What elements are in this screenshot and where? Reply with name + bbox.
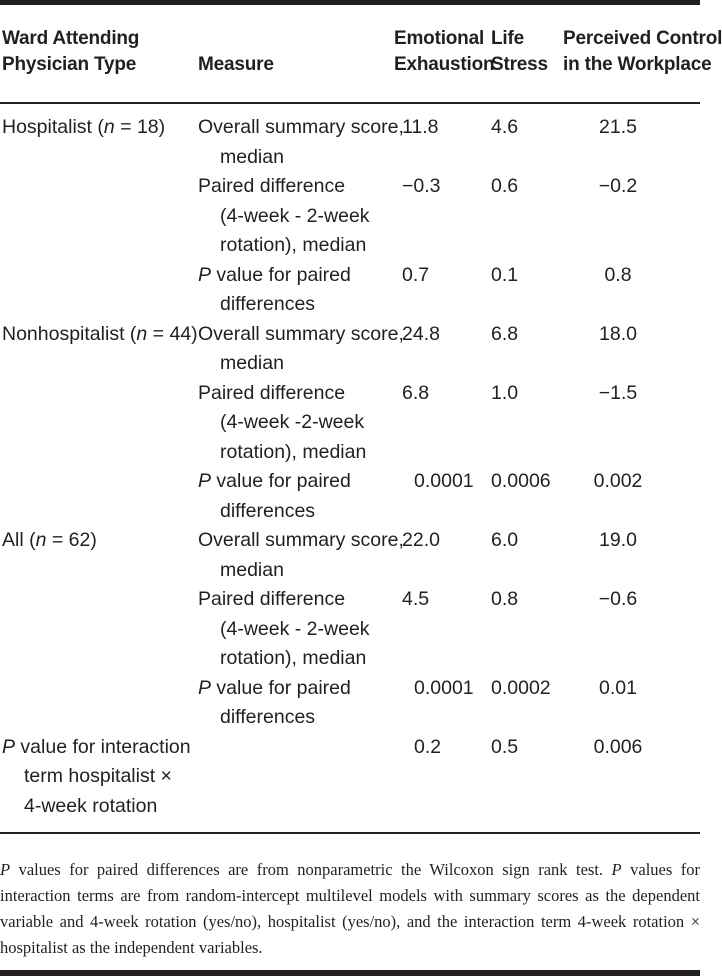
measure-cell [198, 379, 366, 468]
group-label-suffix: = 18) [114, 116, 166, 138]
measure-cell [198, 320, 404, 379]
header-perceived-control [563, 26, 722, 78]
header-measure [198, 52, 274, 78]
measure-line [198, 202, 370, 232]
measure-line-text: rotation), median [220, 440, 367, 463]
interaction-label-text: term hospitalist × [24, 765, 172, 787]
perceived-control-value: 18.0 [599, 322, 637, 345]
measure-line [198, 703, 351, 733]
footnote [0, 857, 700, 961]
measure-line [198, 290, 351, 320]
group-label-n: n [103, 116, 115, 138]
measure-line [198, 497, 351, 527]
life-stress-value: 0.8 [491, 588, 519, 610]
life-stress-value: 0.6 [491, 175, 519, 197]
emotional-exhaustion-value: 11.8 [402, 116, 439, 138]
measure-cell [198, 467, 351, 526]
measure-line [198, 585, 370, 615]
header-physician-type [2, 26, 139, 78]
header-ls-line1: Life [491, 28, 524, 49]
perceived-control-value: −0.2 [598, 175, 638, 197]
header-rule [0, 102, 700, 104]
measure-line [198, 231, 370, 261]
group-label-prefix: Nonhospitalist ( [2, 322, 137, 345]
measure-cell [198, 113, 404, 172]
measure-line-text: value for paired [211, 263, 351, 286]
life-stress-value: 0.0002 [491, 676, 551, 699]
measure-line-text: Paired difference [198, 588, 346, 610]
interaction-label [2, 733, 191, 822]
perceived-control-value: 0.01 [599, 676, 637, 699]
group-label [2, 320, 198, 350]
measure-line [198, 172, 370, 202]
measure-line-text: value for paired [211, 470, 351, 492]
measure-line [198, 143, 404, 173]
measure-line-text: (4-week -2-week [220, 411, 365, 433]
interaction-ee-value: 0.2 [414, 735, 442, 758]
perceived-control-value: 19.0 [599, 529, 637, 551]
perceived-control-value: −1.5 [598, 381, 638, 404]
life-stress-value: 1.0 [491, 381, 519, 404]
bottom-rule [0, 970, 700, 976]
measure-line-text: Overall summary score, [198, 322, 404, 345]
header-ls-line2: Stress [491, 54, 548, 75]
measure-cell [198, 261, 351, 320]
group-label-suffix: = 44) [147, 322, 198, 345]
measure-line [198, 349, 404, 379]
footnote-text-2: values for interaction terms are from random-intercept multilevel models with summary scores as the dependent variable and 4-week rotation (yes/no), hospitalist (yes/no), and the interaction term 4-week rotation × hospitalist as the independent variables. [0, 860, 700, 957]
interaction-label-text: 4-week rotation [24, 794, 158, 817]
measure-line [198, 644, 370, 674]
measure-line [198, 615, 370, 645]
group-label-prefix: All ( [2, 529, 36, 551]
measure-line-text: median [220, 558, 284, 581]
measure-line-text: Overall summary score, [198, 116, 404, 138]
emotional-exhaustion-value: 4.5 [402, 588, 430, 610]
measure-line-text: median [220, 352, 284, 374]
group-label [2, 526, 97, 556]
header-pc-line1: Perceived Control [563, 28, 722, 49]
group-label [2, 113, 165, 143]
perceived-control-value: 0.002 [593, 470, 643, 492]
header-ee-line1: Emotional [394, 28, 485, 49]
measure-line-text: Overall summary score, [198, 529, 404, 551]
measure-line-text: median [220, 145, 284, 168]
measure-line-text: differences [220, 499, 316, 522]
measure-line-text: Paired difference [198, 175, 346, 197]
interaction-p-italic: P [2, 735, 16, 758]
measure-line-text: differences [220, 293, 316, 315]
life-stress-value: 0.0006 [491, 470, 551, 492]
measure-line [198, 408, 366, 438]
header-physician-type-line2: Physician Type [2, 54, 137, 75]
life-stress-value: 6.0 [491, 529, 519, 551]
group-label-suffix: = 62) [46, 529, 97, 551]
group-label-prefix: Hospitalist ( [2, 116, 104, 138]
header-measure-text: Measure [198, 54, 274, 75]
measure-p-italic: P [198, 676, 212, 699]
measure-line [198, 113, 404, 143]
header-life-stress [491, 26, 548, 78]
interaction-label-line [2, 762, 191, 792]
measure-cell [198, 674, 351, 733]
measure-cell [198, 585, 370, 674]
measure-line [198, 467, 351, 497]
measure-cell [198, 526, 404, 585]
interaction-label-line [2, 792, 191, 822]
perceived-control-value: −0.6 [598, 588, 638, 610]
header-physician-type-line1: Ward Attending [2, 28, 140, 49]
emotional-exhaustion-value: 22.0 [402, 529, 440, 551]
life-stress-value: 4.6 [491, 116, 519, 138]
header-pc-line2: in the Workplace [563, 54, 712, 75]
interaction-ls-value: 0.5 [491, 735, 519, 758]
footnote-p-italic-1: P [0, 860, 11, 879]
emotional-exhaustion-value: 24.8 [402, 322, 440, 345]
measure-line-text: Paired difference [198, 381, 346, 404]
interaction-pc-value: 0.006 [593, 735, 643, 758]
top-rule [0, 0, 700, 5]
footnote-text-1: values for paired differences are from nonparametric the Wilcoxon sign rank test. [10, 860, 612, 879]
emotional-exhaustion-value: 0.7 [402, 263, 430, 286]
measure-line [198, 526, 404, 556]
measure-line [198, 674, 351, 704]
emotional-exhaustion-value: 6.8 [402, 381, 430, 404]
header-ee-line2: Exhaustion [394, 54, 495, 75]
group-label-n: n [35, 529, 47, 551]
emotional-exhaustion-value: −0.3 [402, 175, 441, 197]
measure-line-text: rotation), median [220, 234, 367, 256]
life-stress-value: 6.8 [491, 322, 519, 345]
measure-line [198, 438, 366, 468]
bottom-table-rule [0, 832, 700, 834]
emotional-exhaustion-value: 0.0001 [414, 676, 474, 699]
measure-line [198, 320, 404, 350]
measure-line [198, 379, 366, 409]
interaction-label-line [2, 733, 191, 763]
measure-line [198, 556, 404, 586]
perceived-control-value: 0.8 [604, 263, 632, 286]
group-label-n: n [136, 322, 148, 345]
measure-line-text: (4-week - 2-week [220, 204, 370, 227]
measure-line-text: value for paired [211, 676, 351, 699]
measure-p-italic: P [198, 263, 212, 286]
footnote-p-italic-2: P [611, 860, 622, 879]
measure-line [198, 261, 351, 291]
measure-line-text: differences [220, 706, 316, 728]
header-emotional-exhaustion [394, 26, 494, 78]
measure-cell [198, 172, 370, 261]
measure-p-italic: P [198, 470, 212, 492]
emotional-exhaustion-value: 0.0001 [414, 470, 474, 492]
measure-line-text: (4-week - 2-week [220, 617, 370, 640]
measure-line-text: rotation), median [220, 647, 367, 669]
life-stress-value: 0.1 [491, 263, 519, 286]
perceived-control-value: 21.5 [599, 116, 637, 138]
interaction-label-text: value for interaction [15, 735, 191, 758]
